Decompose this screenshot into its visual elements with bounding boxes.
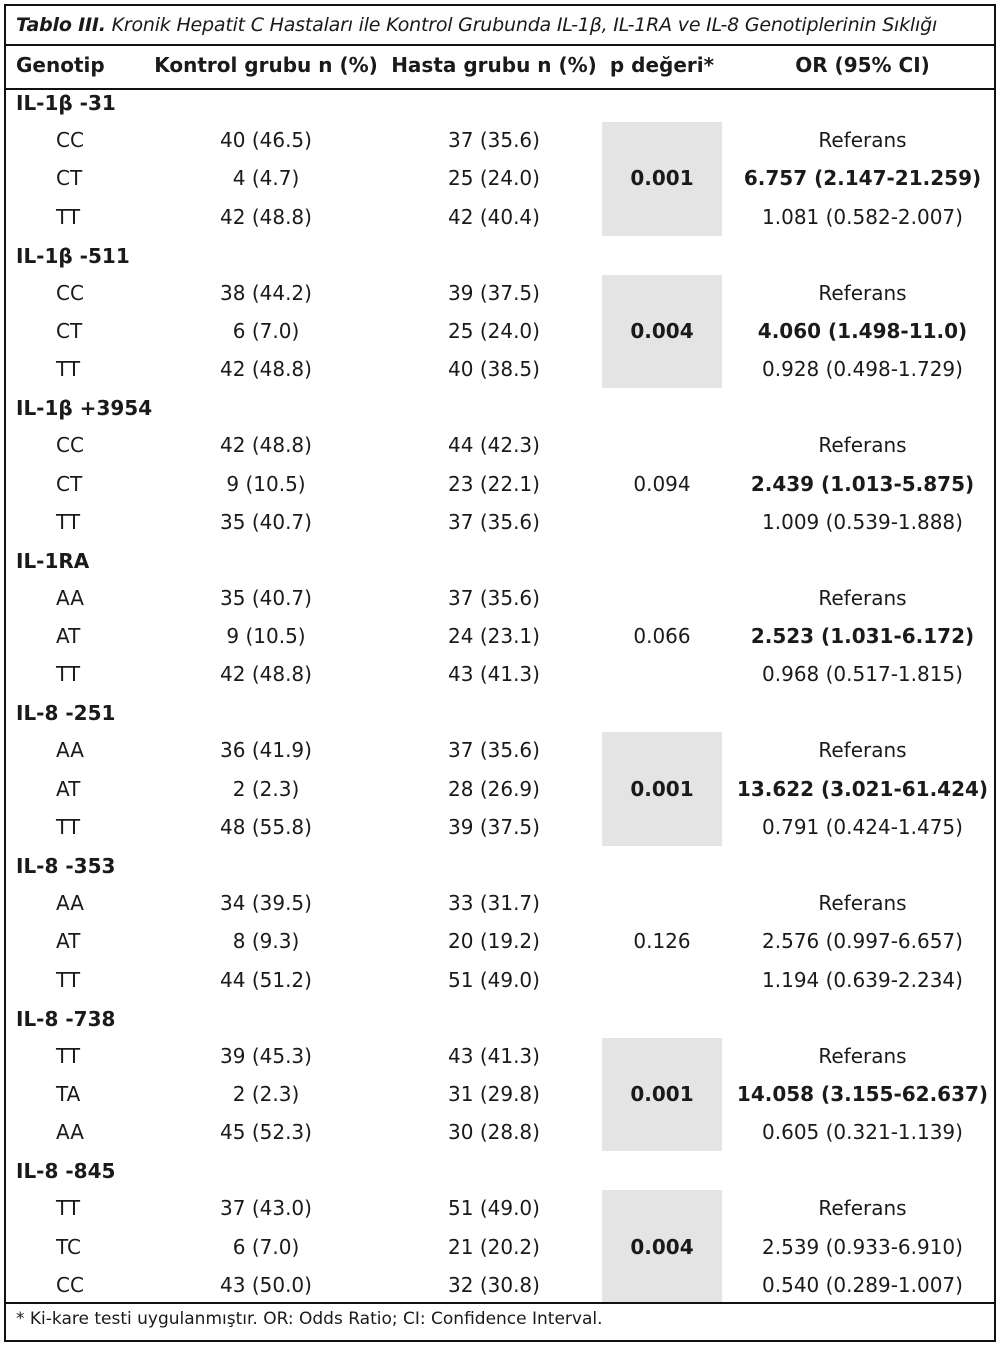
caption-label: Tablo III. [16,14,106,36]
genotype-cell: CC [56,1272,84,1297]
genotype-cell: TT [56,815,81,839]
header-patient: Hasta grubu n (%) [391,53,597,77]
patient-cell: 43 (41.3) [448,1043,540,1068]
genotype-cell: TT [56,1043,81,1068]
genotype-cell: TT [56,357,81,382]
p-value-cell: 0.094 [633,471,691,496]
control-cell: 8 (9.3) [232,929,300,954]
or-cell: 4.060 (1.498-11.0) [757,318,968,343]
genotype-cell: TT [56,662,81,687]
group-label: IL-8 -845 [16,1159,116,1184]
genotype-cell: CC [56,433,84,458]
patient-cell: 42 (40.4) [448,204,540,229]
genotype-cell: TT [56,509,81,534]
genotype-cell: AA [56,585,84,610]
p-value-cell: 0.066 [633,624,691,649]
group-label: IL-1β -511 [16,243,130,268]
control-cell: 2 (2.3) [232,776,300,801]
group-label: IL-8 -738 [16,1006,116,1031]
p-value-cell: 0.001 [630,1081,694,1106]
control-cell: 6 (7.0) [232,1234,300,1259]
or-cell: 0.540 (0.289-1.007) [762,1272,963,1297]
or-cell: 2.523 (1.031-6.172) [750,624,975,649]
rule-header [6,88,996,90]
genotype-cell: AT [56,929,81,954]
p-value-cell: 0.001 [630,166,694,191]
control-cell: 37 (43.0) [220,1196,312,1221]
or-cell: 13.622 (3.021-61.424) [736,776,989,801]
or-cell: 0.968 (0.517-1.815) [762,662,963,687]
control-cell: 9 (10.5) [226,624,306,649]
group-label: IL-1β +3954 [16,396,153,421]
control-cell: 43 (50.0) [220,1272,312,1297]
patient-cell: 25 (24.0) [448,166,540,191]
patient-cell: 30 (28.8) [448,1120,540,1145]
control-cell: 2 (2.3) [232,1081,300,1106]
patient-cell: 23 (22.1) [448,471,540,496]
or-cell: Referans [818,891,907,915]
patient-cell: 37 (35.6) [448,738,540,763]
genotype-cell: TT [56,967,81,992]
p-value-cell: 0.004 [630,318,694,343]
or-cell: 1.194 (0.639-2.234) [762,967,963,992]
or-cell: 1.009 (0.539-1.888) [762,509,963,534]
or-cell: 0.605 (0.321-1.139) [762,1120,963,1145]
genotype-cell: CC [56,280,84,305]
patient-cell: 20 (19.2) [448,929,540,954]
group-label: IL-8 -251 [16,701,116,726]
patient-cell: 31 (29.8) [448,1081,540,1106]
patient-cell: 37 (35.6) [448,509,540,534]
header-or: OR (95% CI) [795,53,930,77]
genotype-cell: CT [56,471,83,496]
or-cell: 2.576 (0.997-6.657) [762,929,963,954]
control-cell: 38 (44.2) [220,280,312,305]
rule-top [6,44,996,46]
patient-cell: 39 (37.5) [448,815,540,839]
genotype-cell: TT [56,1196,81,1221]
genotype-cell: AA [56,1120,84,1145]
genotype-cell: AT [56,624,81,649]
control-cell: 35 (40.7) [220,585,312,610]
patient-cell: 40 (38.5) [448,357,540,382]
patient-cell: 37 (35.6) [448,585,540,610]
or-cell: 0.791 (0.424-1.475) [762,815,963,839]
caption-text: Kronik Hepatit C Hastaları ile Kontrol Grubunda IL-1β, IL-1RA ve IL-8 Genotiplerinin Sıklığı [111,14,938,36]
patient-cell: 21 (20.2) [448,1234,540,1259]
footnote: * Ki-kare testi uygulanmıştır. OR: Odds Ratio; CI: Confidence Interval. [16,1309,603,1329]
control-cell: 44 (51.2) [220,967,312,992]
or-cell: 1.081 (0.582-2.007) [762,204,963,229]
group-label: IL-8 -353 [16,854,116,878]
or-cell: Referans [818,128,907,152]
table-caption [16,14,937,36]
p-value-cell: 0.001 [630,776,694,801]
p-value-cell: 0.126 [633,929,691,954]
control-cell: 4 (4.7) [232,166,300,191]
header-control: Kontrol grubu n (%) [154,53,378,77]
patient-cell: 25 (24.0) [448,318,540,343]
genotype-cell: AT [56,776,81,801]
genotype-cell: TA [56,1081,81,1106]
or-cell: Referans [818,1196,907,1221]
patient-cell: 32 (30.8) [448,1272,540,1297]
patient-cell: 43 (41.3) [448,662,540,687]
control-cell: 35 (40.7) [220,509,312,534]
control-cell: 6 (7.0) [232,318,300,343]
control-cell: 42 (48.8) [220,433,312,458]
group-label: IL-1β -31 [16,91,116,115]
or-cell: 0.928 (0.498-1.729) [762,357,963,382]
p-value-cell: 0.004 [630,1234,694,1259]
or-cell: Referans [818,433,907,458]
patient-cell: 33 (31.7) [448,891,540,915]
patient-cell: 28 (26.9) [448,776,540,801]
patient-cell: 44 (42.3) [448,433,540,458]
or-cell: Referans [818,1043,907,1068]
header-genotype: Genotip [16,53,105,77]
or-cell: Referans [818,280,907,305]
or-cell: 2.439 (1.013-5.875) [750,471,975,496]
genotype-cell: CC [56,128,84,152]
patient-cell: 39 (37.5) [448,280,540,305]
genotype-cell: TT [56,204,81,229]
genotype-cell: AA [56,738,84,763]
or-cell: 6.757 (2.147-21.259) [743,166,982,191]
control-cell: 45 (52.3) [220,1120,312,1145]
patient-cell: 37 (35.6) [448,128,540,152]
control-cell: 42 (48.8) [220,357,312,382]
genotype-cell: CT [56,318,83,343]
control-cell: 36 (41.9) [220,738,312,763]
control-cell: 9 (10.5) [226,471,306,496]
group-label: IL-1RA [16,548,90,573]
patient-cell: 51 (49.0) [448,1196,540,1221]
control-cell: 42 (48.8) [220,662,312,687]
patient-cell: 51 (49.0) [448,967,540,992]
control-cell: 40 (46.5) [220,128,312,152]
genotype-cell: TC [56,1234,82,1259]
patient-cell: 24 (23.1) [448,624,540,649]
control-cell: 42 (48.8) [220,204,312,229]
or-cell: 14.058 (3.155-62.637) [736,1081,989,1106]
or-cell: 2.539 (0.933-6.910) [762,1234,963,1259]
control-cell: 34 (39.5) [220,891,312,915]
or-cell: Referans [818,738,907,763]
header-p-value: p değeri* [609,53,715,77]
genotype-cell: CT [56,166,83,191]
or-cell: Referans [818,585,907,610]
rule-bottom [6,1302,996,1304]
control-cell: 48 (55.8) [220,815,312,839]
genotype-cell: AA [56,891,84,915]
control-cell: 39 (45.3) [220,1043,312,1068]
